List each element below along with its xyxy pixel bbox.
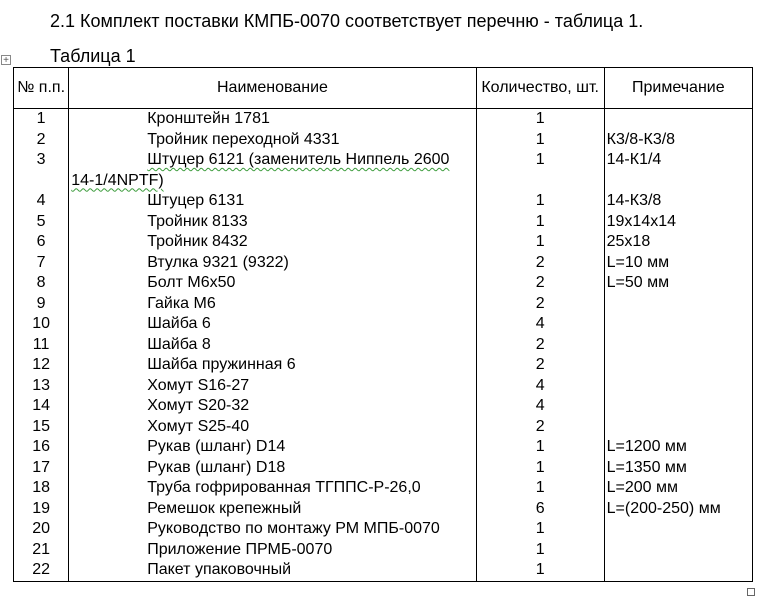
row-note-cell: [604, 540, 752, 561]
row-name-text: Рукав (шланг) D18: [147, 458, 286, 476]
table-resize-handle-icon[interactable]: [747, 588, 755, 596]
row-name-cell: [69, 458, 476, 479]
row-num-cell: 10: [14, 314, 69, 335]
row-num-cell: 18: [14, 478, 69, 499]
row-name-cell: [69, 560, 476, 581]
table-row: [14, 560, 753, 581]
table-row: [14, 273, 753, 294]
table-row: [14, 478, 753, 499]
row-name-text: Приложение ПРМБ-0070: [147, 540, 333, 558]
row-qty-cell: 1: [476, 478, 604, 499]
row-num-cell: 15: [14, 417, 69, 438]
row-qty-cell: 6: [476, 499, 604, 520]
row-name-continuation-text: 14-1/4NPTF): [71, 171, 164, 189]
row-num-cell: 1: [14, 109, 69, 130]
header-num: № п.п.: [14, 68, 69, 109]
row-qty-cell: 1: [476, 560, 604, 581]
table-row: [14, 191, 753, 212]
row-name-cell: [69, 273, 476, 294]
row-qty-cell: 2: [476, 253, 604, 274]
row-name-cell: [69, 150, 476, 191]
row-note-cell: [604, 417, 752, 438]
table-row: [14, 109, 753, 130]
table-row: [14, 540, 753, 561]
table-row: [14, 294, 753, 315]
table-row: [14, 355, 753, 376]
table-move-handle-icon[interactable]: +: [1, 55, 11, 65]
row-name-text: Гайка М6: [147, 294, 216, 312]
table-row: [14, 458, 753, 479]
table-row: [14, 376, 753, 397]
row-name-text: Хомут S20-32: [147, 397, 250, 414]
section-heading: 2.1 Комплект поставки КМПБ-0070 соответствует перечню - таблица 1.: [50, 11, 644, 31]
row-note-cell: [604, 335, 752, 356]
table-body: [14, 109, 753, 582]
row-name-cell: [69, 478, 476, 499]
row-note-cell: L=10 мм: [604, 253, 752, 274]
row-qty-cell: 2: [476, 355, 604, 376]
row-name-text: Болт М6х50: [147, 274, 236, 291]
row-name-cell: [69, 232, 476, 253]
delivery-set-table: [13, 67, 753, 582]
row-num-cell: 7: [14, 253, 69, 274]
table-row: [14, 314, 753, 335]
table-header-row: [14, 68, 753, 109]
row-name-cell: [69, 314, 476, 335]
row-qty-cell: 2: [476, 417, 604, 438]
row-num-cell: 21: [14, 540, 69, 561]
row-name-cell: [69, 335, 476, 356]
row-name-text: Руководство по монтажу РМ МПБ-0070: [147, 520, 440, 537]
row-qty-cell: 1: [476, 519, 604, 540]
row-name-text: Шайба 8: [147, 335, 211, 353]
row-name-text: Рукав (шланг) D14: [147, 438, 286, 455]
row-name-cell: [69, 437, 476, 458]
row-qty-cell: 1: [476, 437, 604, 458]
row-num-cell: 3: [14, 150, 69, 191]
row-num-cell: 19: [14, 499, 69, 520]
row-qty-cell: 1: [476, 109, 604, 130]
row-num-cell: 14: [14, 396, 69, 417]
row-num-cell: 6: [14, 232, 69, 253]
row-num-cell: 2: [14, 130, 69, 151]
row-note-cell: [604, 396, 752, 417]
row-name-cell: [69, 130, 476, 151]
row-note-cell: [604, 314, 752, 335]
row-note-cell: 14-К1/4: [604, 150, 752, 191]
row-qty-cell: 1: [476, 191, 604, 212]
row-name-cell: [69, 499, 476, 520]
row-qty-cell: 1: [476, 458, 604, 479]
row-name-cell: [69, 376, 476, 397]
table-row: [14, 253, 753, 274]
row-name-text: Хомут S25-40: [147, 417, 250, 435]
row-note-cell: [604, 560, 752, 581]
row-name-cell: [69, 191, 476, 212]
row-name-text: Пакет упаковочный: [147, 561, 292, 578]
row-num-cell: 5: [14, 212, 69, 233]
table-row: [14, 130, 753, 151]
header-name: Наименование: [69, 68, 476, 109]
row-name-cell: [69, 417, 476, 438]
row-name-text: Шайба пружинная 6: [147, 356, 296, 373]
row-qty-cell: 2: [476, 273, 604, 294]
table-caption: Таблица 1: [50, 46, 136, 66]
row-note-cell: [604, 519, 752, 540]
row-name-cell: [69, 212, 476, 233]
row-qty-cell: 4: [476, 314, 604, 335]
row-num-cell: 11: [14, 335, 69, 356]
table-row: [14, 150, 753, 191]
row-qty-cell: 1: [476, 232, 604, 253]
row-name-text: Хомут S16-27: [147, 376, 250, 394]
row-num-cell: 17: [14, 458, 69, 479]
table-row: [14, 519, 753, 540]
row-note-cell: L=1200 мм: [604, 437, 752, 458]
row-qty-cell: 1: [476, 150, 604, 191]
table-row: [14, 212, 753, 233]
row-note-cell: L=200 мм: [604, 478, 752, 499]
row-name-cell: [69, 253, 476, 274]
row-note-cell: L=50 мм: [604, 273, 752, 294]
table-row: [14, 335, 753, 356]
row-note-cell: К3/8-К3/8: [604, 130, 752, 151]
table-row: [14, 417, 753, 438]
row-qty-cell: 4: [476, 396, 604, 417]
row-name-text: Тройник 8432: [147, 233, 248, 250]
row-num-cell: 16: [14, 437, 69, 458]
row-name-continuation: [71, 171, 473, 192]
table-row: [14, 437, 753, 458]
row-name-cell: [69, 355, 476, 376]
row-note-cell: L=1350 мм: [604, 458, 752, 479]
row-num-cell: 22: [14, 560, 69, 581]
row-num-cell: 13: [14, 376, 69, 397]
row-name-cell: [69, 396, 476, 417]
row-name-text: Тройник переходной 4331: [147, 130, 340, 148]
row-note-cell: [604, 355, 752, 376]
row-name-text: Штуцер 6121 (заменитель Ниппель 2600: [147, 151, 450, 168]
row-name-text: Кронштейн 1781: [147, 110, 270, 127]
table-row: [14, 499, 753, 520]
header-qty: Количество, шт.: [476, 68, 604, 109]
row-num-cell: 4: [14, 191, 69, 212]
row-note-cell: 19х14х14: [604, 212, 752, 233]
row-name-text: Труба гофрированная ТГППС-Р-26,0: [147, 479, 421, 496]
row-note-cell: [604, 376, 752, 397]
row-note-cell: 14-К3/8: [604, 191, 752, 212]
row-name-cell: [69, 540, 476, 561]
row-qty-cell: 4: [476, 376, 604, 397]
row-note-cell: L=(200-250) мм: [604, 499, 752, 520]
row-num-cell: 8: [14, 273, 69, 294]
table-row: [14, 232, 753, 253]
row-qty-cell: 1: [476, 540, 604, 561]
row-num-cell: 12: [14, 355, 69, 376]
row-name-cell: [69, 109, 476, 130]
row-name-text: Штуцер 6131: [147, 192, 245, 209]
row-num-cell: 9: [14, 294, 69, 315]
header-note: Примечание: [604, 68, 752, 109]
row-name-cell: [69, 519, 476, 540]
row-qty-cell: 2: [476, 335, 604, 356]
row-name-cell: [69, 294, 476, 315]
row-qty-cell: 1: [476, 212, 604, 233]
row-note-cell: [604, 109, 752, 130]
row-note-cell: 25х18: [604, 232, 752, 253]
row-num-cell: 20: [14, 519, 69, 540]
table-row: [14, 396, 753, 417]
row-qty-cell: 1: [476, 130, 604, 151]
row-note-cell: [604, 294, 752, 315]
row-name-text: Втулка 9321 (9322): [147, 253, 289, 271]
row-name-text: Шайба 6: [147, 315, 211, 332]
row-name-text: Ремешок крепежный: [147, 499, 302, 517]
row-qty-cell: 2: [476, 294, 604, 315]
row-name-text: Тройник 8133: [147, 212, 248, 230]
